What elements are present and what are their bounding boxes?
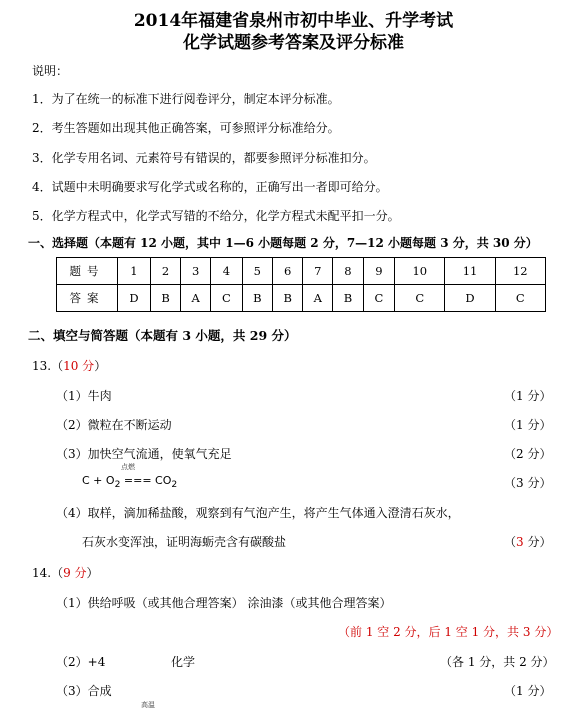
q14-item1: （1）供给呼吸（或其他合理答案） 涂油漆（或其他合理答案） [56, 596, 392, 610]
note-3: 3．化学专用名词、元素符号有错误的，都要参照评分标准扣分。 [32, 151, 376, 165]
q14-item2-value: +4 [87, 655, 106, 669]
q13-equation-score: （3 分） [504, 476, 552, 490]
q14-item3: （3）合成 [56, 684, 112, 698]
table-cell: C [495, 285, 545, 312]
equation-lhs: C + O [82, 474, 115, 487]
q13-item2-score: （1 分） [504, 418, 552, 432]
page-title-line1: 2014年福建省泉州市初中毕业、升学考试 [133, 11, 454, 31]
table-cell: 5 [242, 258, 272, 285]
q13-item1: （1）牛肉 [56, 389, 112, 403]
table-cell: B [242, 285, 272, 312]
table-cell: 9 [363, 258, 395, 285]
answer-table [56, 257, 546, 312]
note-5: 5．化学方程式中，化学式写错的不给分，化学方程式未配平扣一分。 [32, 209, 400, 223]
q14-item2-pre: （2） [56, 655, 88, 669]
q14-item1-score: （前 1 空 2 分，后 1 空 1 分，共 3 分） [338, 625, 559, 639]
note-2: 2．考生答题如出现其他正确答案，可参照评分标准给分。 [32, 121, 340, 135]
q14-label-post: ） [86, 566, 99, 580]
table-cell: C [395, 285, 445, 312]
q13-label-pre: 13.（ [32, 359, 64, 373]
equation-rhs: CO [155, 474, 172, 487]
table-cell: B [333, 285, 363, 312]
q13-item4-line1: （4）取样，滴加稀盐酸，观察到有气泡产生，将产生气体通入澄清石灰水， [56, 506, 460, 520]
equation-rhs-sub: 2 [171, 479, 178, 491]
q14-item2-score: （各 1 分，共 2 分） [440, 655, 555, 669]
table-cell: A [303, 285, 333, 312]
table-cell: 3 [181, 258, 211, 285]
q13-item4-line2: 石灰水变浑浊，证明海蛎壳含有碳酸盐 [82, 535, 287, 549]
q13-equation-condition: 点燃 [121, 463, 135, 471]
section2-heading: 二、填空与简答题（本题有 3 小题，共 29 分） [28, 328, 297, 343]
note-4: 4．试题中未明确要求写化学式或名称的，正确写出一者即可给分。 [32, 180, 388, 194]
table-cell: 4 [211, 258, 243, 285]
q13-item4-score-post: 分） [523, 535, 552, 549]
q14-item3-score: （1 分） [504, 684, 552, 698]
table-cell: B [150, 285, 180, 312]
section1-heading: 一、选择题（本题有 12 小题，其中 1—6 小题每题 2 分，7—12 小题每题 3 分，共 30 分） [28, 236, 538, 250]
table-cell: A [181, 285, 211, 312]
notes-label: 说明： [32, 64, 69, 78]
table-cell: 12 [495, 258, 545, 285]
equation-arrow: === [123, 474, 152, 487]
q13-item4-score [504, 533, 551, 550]
q13-item3: （3）加快空气流通，使氧气充足 [56, 447, 232, 461]
note-1: 1．为了在统一的标准下进行阅卷评分，制定本评分标准。 [32, 92, 340, 106]
table-cell: 11 [445, 258, 495, 285]
q13-item4-score-pre: （ [504, 535, 517, 549]
table-cell: D [118, 285, 151, 312]
q14-label [32, 564, 99, 581]
q13-item2: （2）微粒在不断运动 [56, 418, 172, 432]
table-cell: 7 [303, 258, 333, 285]
table-cell: B [273, 285, 303, 312]
table-cell: 10 [395, 258, 445, 285]
q14-points: 9 分 [63, 566, 87, 580]
q13-label-post: ） [94, 359, 107, 373]
table-cell: C [363, 285, 395, 312]
q13-item1-score: （1 分） [504, 389, 552, 403]
q13-label [32, 357, 106, 374]
q13-item4-score-red: 3 [516, 535, 524, 549]
q14-label-pre: 14.（ [32, 566, 64, 580]
q14-item2 [56, 653, 105, 670]
table-cell: C [211, 285, 243, 312]
row-label-answer: 答案 [57, 285, 118, 312]
q13-equation [82, 474, 177, 490]
q14-item2-word: 化学 [171, 655, 196, 669]
page-title-line2: 化学试题参考答案及评分标准 [183, 33, 404, 53]
equation-lhs-sub: 2 [114, 479, 121, 491]
table-cell: 1 [118, 258, 151, 285]
table-cell: 2 [150, 258, 180, 285]
table-cell: 8 [333, 258, 363, 285]
table-cell: D [445, 285, 495, 312]
q14-bottom-condition: 高温 [141, 701, 155, 709]
q13-points: 10 分 [63, 359, 95, 373]
table-row-numbers [57, 258, 546, 285]
row-label-number: 题号 [57, 258, 118, 285]
table-cell: 6 [273, 258, 303, 285]
q13-item3-score: （2 分） [504, 447, 552, 461]
table-row-answers [57, 285, 546, 312]
